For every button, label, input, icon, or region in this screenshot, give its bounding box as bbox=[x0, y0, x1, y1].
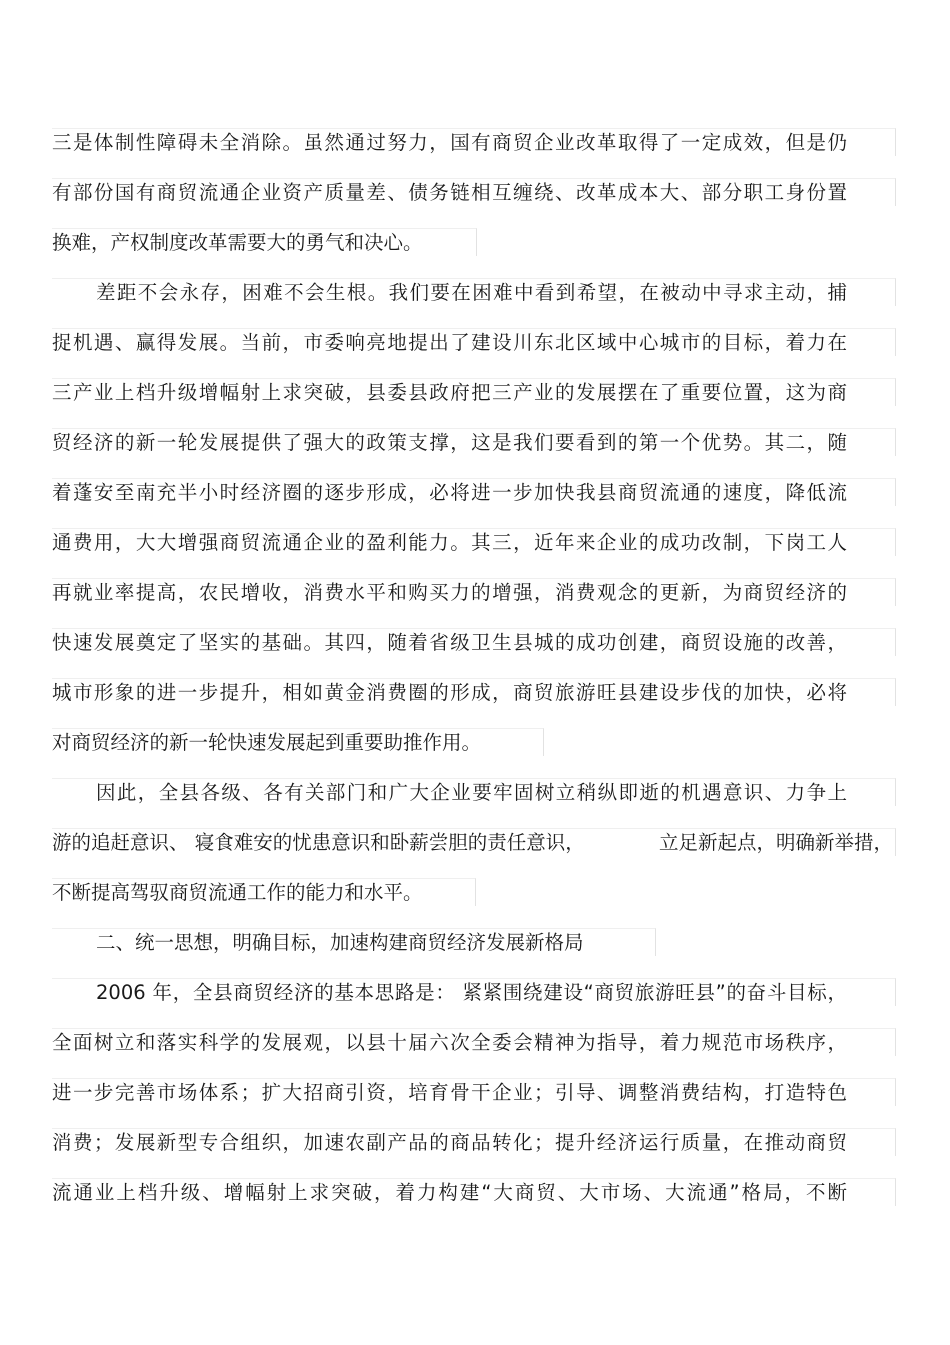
text-line: 不断提高驾驭商贸流通工作的能力和水平。 bbox=[52, 878, 476, 906]
text-line: 通费用，大大增强商贸流通企业的盈利能力。其三，近年来企业的成功改制，下岗工人 bbox=[52, 528, 896, 556]
text-line bbox=[52, 828, 896, 856]
text-line: 流通业上档升级、增幅射上求突破，着力构建“大商贸、大市场、大流通”格局，不断 bbox=[52, 1178, 896, 1206]
text-line: 有部份国有商贸流通企业资产质量差、债务链相互缠绕、改革成本大、部分职工身份置 bbox=[52, 178, 896, 206]
text-line: 捉机遇、赢得发展。当前，市委响亮地提出了建设川东北区域中心城市的目标，着力在 bbox=[52, 328, 896, 356]
section-heading: 二、统一思想，明确目标，加速构建商贸经济发展新格局 bbox=[52, 928, 656, 956]
text-line: 对商贸经济的新一轮快速发展起到重要助推作用。 bbox=[52, 728, 544, 756]
text-line: 着蓬安至南充半小时经济圈的逐步形成，必将进一步加快我县商贸流通的速度，降低流 bbox=[52, 478, 896, 506]
text-line: 快速发展奠定了坚实的基础。其四，随着省级卫生县城的成功创建，商贸设施的改善， bbox=[52, 628, 896, 656]
text-line: 城市形象的进一步提升，相如黄金消费圈的形成，商贸旅游旺县建设步伐的加快，必将 bbox=[52, 678, 896, 706]
text-line: 因此，全县各级、各有关部门和广大企业要牢固树立稍纵即逝的机遇意识、力争上 bbox=[52, 778, 896, 806]
text-line: 三产业上档升级增幅射上求突破，县委县政府把三产业的发展摆在了重要位置，这为商 bbox=[52, 378, 896, 406]
text-line: 差距不会永存，困难不会生根。我们要在困难中看到希望，在被动中寻求主动，捕 bbox=[52, 278, 896, 306]
text-line: 再就业率提高，农民增收，消费水平和购买力的增强，消费观念的更新，为商贸经济的 bbox=[52, 578, 896, 606]
text-segment: 游的追赶意识、 寝食难安的忧患意识和卧薪尝胆的责任意识， bbox=[52, 831, 585, 854]
text-line: 贸经济的新一轮发展提供了强大的政策支撑，这是我们要看到的第一个优势。其二，随 bbox=[52, 428, 896, 456]
text-line: 消费；发展新型专合组织，加速农副产品的商品转化；提升经济运行质量，在推动商贸 bbox=[52, 1128, 896, 1156]
text-line: 全面树立和落实科学的发展观，以县十届六次全委会精神为指导，着力规范市场秩序， bbox=[52, 1028, 896, 1056]
text-line: 2006 年，全县商贸经济的基本思路是： 紧紧围绕建设“商贸旅游旺县”的奋斗目标， bbox=[52, 978, 896, 1006]
text-line: 换难，产权制度改革需要大的勇气和决心。 bbox=[52, 228, 477, 256]
text-line: 三是体制性障碍未全消除。虽然通过努力，国有商贸企业改革取得了一定成效，但是仍 bbox=[52, 128, 896, 156]
text-segment: 立足新起点，明确新举措， bbox=[658, 831, 893, 854]
text-line: 进一步完善市场体系；扩大招商引资，培育骨干企业；引导、调整消费结构，打造特色 bbox=[52, 1078, 896, 1106]
